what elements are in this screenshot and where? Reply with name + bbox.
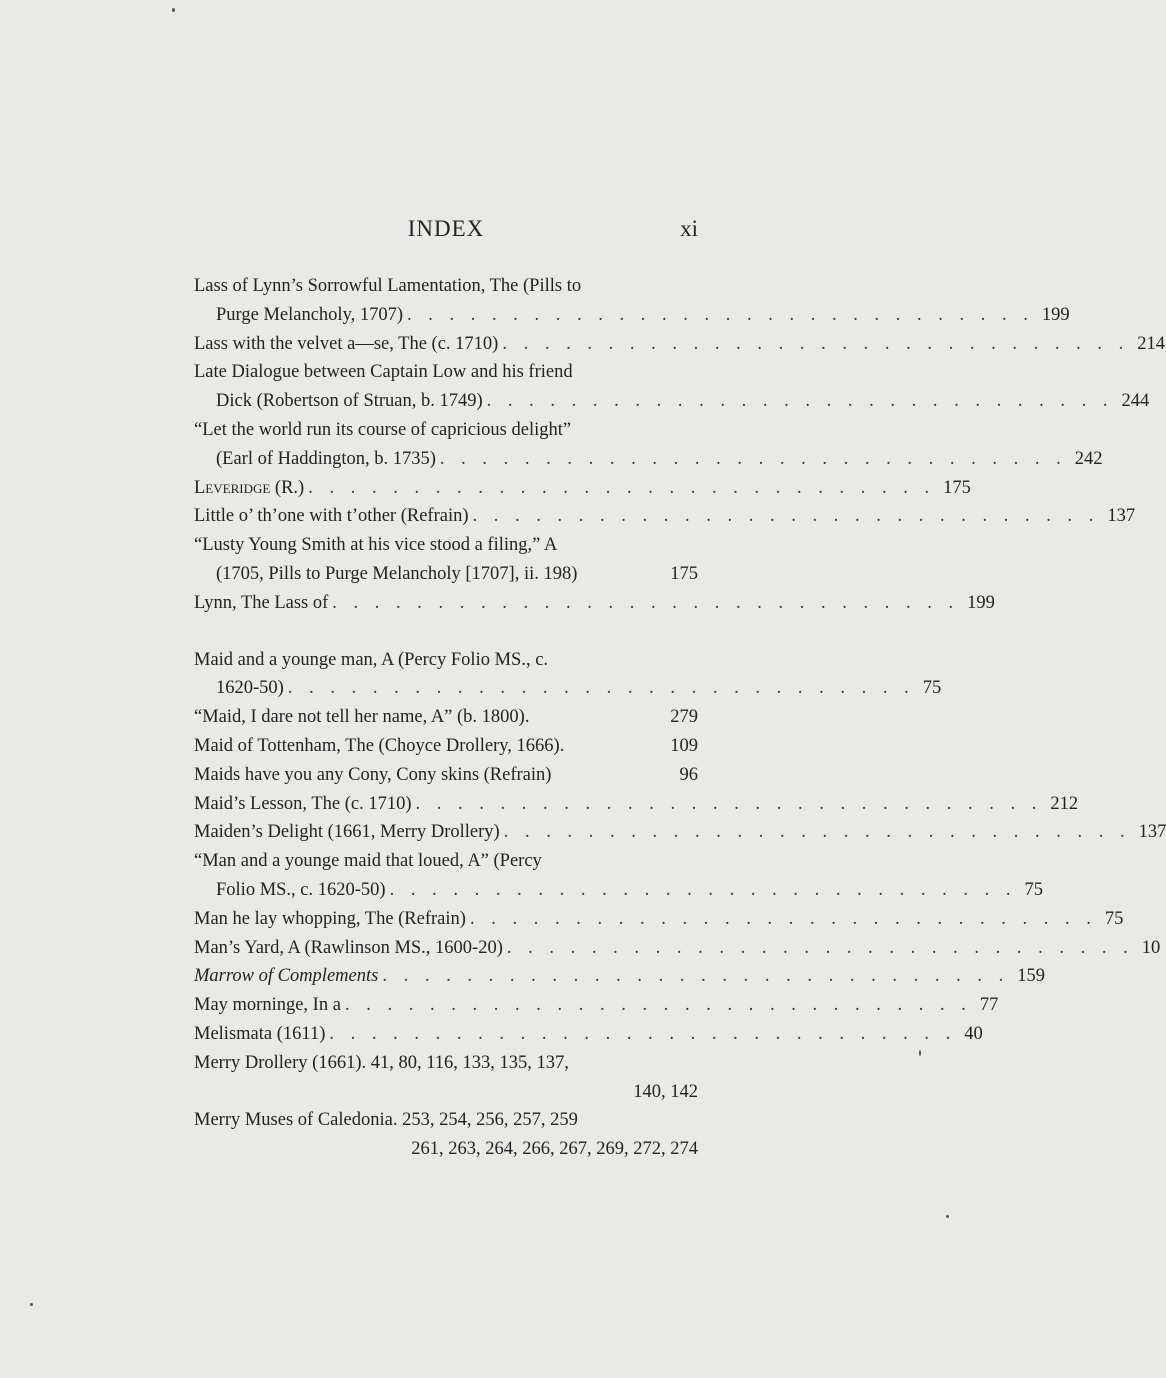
index-entry: (1705, Pills to Purge Melancholy [1707], ii. 198) 175 <box>194 560 698 589</box>
index-entry: 261, 263, 264, 266, 267, 269, 272, 274 <box>411 1139 698 1160</box>
index-entry: Maid of Tottenham, The (Choyce Drollery, 1666). 109 <box>194 732 698 761</box>
page-ref: 40 <box>964 1023 983 1044</box>
index-entry: “Lusty Young Smith at his vice stood a filing,” A <box>194 535 558 556</box>
page-ref: 96 <box>679 764 698 785</box>
index-entry: Late Dialogue between Captain Low and his friend <box>194 362 573 383</box>
page-ref: 10 <box>1141 937 1161 958</box>
index-entries <box>194 272 1166 1164</box>
page-ref: 75 <box>922 678 942 699</box>
index-entry: Little o’ th’one with t’other (Refrain) . . . . . . . . . . . . . . . . . . . . . . . . . . . . . . 137 <box>194 502 698 531</box>
running-head <box>194 216 698 248</box>
index-entry: “Man and a younge maid that loued, A” (Percy <box>194 851 542 872</box>
index-entry: Lass of Lynn’s Sorrowful Lamentation, The (Pills to <box>194 276 582 296</box>
index-entry: 140, 142 <box>633 1081 698 1102</box>
page-ref: 212 <box>1050 793 1079 814</box>
index-entry: Folio MS., c. 1620-50) . . . . . . . . . . . . . . . . . . . . . . . . . . . . . . 75 <box>194 876 698 905</box>
leader-dots: . . . . . . . . . . . . . . . . . . . . . . . . . . . . . . <box>486 391 1114 412</box>
index-entry: Man’s Yard, A (Rawlinson MS., 1600-20) . . . . . . . . . . . . . . . . . . . . . . . . . . . . . . 10 <box>194 934 698 963</box>
leader-dots: . . . . . . . . . . . . . . . . . . . . . . . . . . . . . . <box>469 908 1097 929</box>
leader-dots: . . . . . . . . . . . . . . . . . . . . . . . . . . . . . . <box>472 506 1100 527</box>
index-entry: Melismata (1611) . . . . . . . . . . . . . . . . . . . . . . . . . . . . . . 40 <box>194 1020 698 1049</box>
index-entry: Maid’s Lesson, The (c. 1710) . . . . . . . . . . . . . . . . . . . . . . . . . . . . . . 212 <box>194 790 698 819</box>
page-ref: 109 <box>670 735 698 756</box>
page-ref: 279 <box>670 707 698 728</box>
index-entry: Marrow of Complements . . . . . . . . . . . . . . . . . . . . . . . . . . . . . . 159 <box>194 962 698 991</box>
index-entry: Maids have you any Cony, Cony skins (Refrain) 96 <box>194 761 698 790</box>
page-ref: 77 <box>979 995 999 1016</box>
index-entry: Maiden’s Delight (1661, Merry Drollery) . . . . . . . . . . . . . . . . . . . . . . . . . . . . . . 137 <box>194 818 698 847</box>
page-ref: 137 <box>1138 822 1166 843</box>
page-ref: 199 <box>967 592 995 613</box>
index-entry: Leveridge (R.) . . . . . . . . . . . . . . . . . . . . . . . . . . . . . . 175 <box>194 474 698 503</box>
paper-speck <box>30 1303 33 1306</box>
index-entry: Lynn, The Lass of . . . . . . . . . . . . . . . . . . . . . . . . . . . . . . 199 <box>194 589 698 618</box>
page-title: INDEX <box>407 216 485 241</box>
leader-dots: . . . . . . . . . . . . . . . . . . . . . . . . . . . . . . <box>344 995 972 1016</box>
page-ref: 159 <box>1017 966 1045 987</box>
index-entry: “Let the world run its course of capricious delight” <box>194 419 572 440</box>
index-entry: Dick (Robertson of Struan, b. 1749) . . . . . . . . . . . . . . . . . . . . . . . . . . . . . . 244 <box>194 387 698 416</box>
leader-dots: . . . . . . . . . . . . . . . . . . . . . . . . . . . . . . <box>415 793 1043 814</box>
index-entry: Purge Melancholy, 1707) . . . . . . . . . . . . . . . . . . . . . . . . . . . . . . 199 <box>194 301 698 330</box>
page-ref: 75 <box>1024 879 1043 900</box>
page-number: xi <box>680 216 698 241</box>
leader-dots: . . . . . . . . . . . . . . . . . . . . . . . . . . . . . . <box>502 333 1130 354</box>
index-entry: Maid and a younge man, A (Percy Folio MS., c. <box>194 649 549 670</box>
page-ref: 242 <box>1074 448 1103 469</box>
leader-dots: . . . . . . . . . . . . . . . . . . . . . . . . . . . . . . <box>439 448 1067 469</box>
page-ref: 244 <box>1121 391 1150 412</box>
leader-dots: . . . . . . . . . . . . . . . . . . . . . . . . . . . . . . <box>332 592 960 613</box>
page-ref: 214 <box>1137 333 1165 354</box>
index-entry: “Maid, I dare not tell her name, A” (b. 1800). 279 <box>194 703 698 732</box>
paper-speck <box>946 1215 949 1218</box>
leader-dots: . . . . . . . . . . . . . . . . . . . . . . . . . . . . . . <box>329 1023 957 1044</box>
index-entry: (Earl of Haddington, b. 1735) . . . . . . . . . . . . . . . . . . . . . . . . . . . . . . 242 <box>194 445 698 474</box>
leader-dots: . . . . . . . . . . . . . . . . . . . . . . . . . . . . . . <box>407 304 1034 325</box>
leader-dots: . . . . . . . . . . . . . . . . . . . . . . . . . . . . . . <box>389 879 1017 900</box>
page-ref: 175 <box>670 563 698 584</box>
page-ref: 137 <box>1107 506 1136 527</box>
page-ref: 175 <box>943 477 971 498</box>
page-ref: 75 <box>1104 908 1124 929</box>
index-entry: 1620-50) . . . . . . . . . . . . . . . . . . . . . . . . . . . . . . 75 <box>194 674 698 703</box>
index-entry: Man he lay whopping, The (Refrain) . . . . . . . . . . . . . . . . . . . . . . . . . . . . . . 75 <box>194 905 698 934</box>
index-entry: Merry Muses of Caledonia. 253, 254, 256, 257, 259 <box>194 1110 578 1131</box>
paper-speck <box>172 8 175 12</box>
index-entry: Merry Drollery (1661). 41, 80, 116, 133, 135, 137, <box>194 1052 569 1073</box>
page-ref: 199 <box>1041 304 1070 325</box>
leader-dots: . . . . . . . . . . . . . . . . . . . . . . . . . . . . . . <box>506 937 1134 958</box>
leader-dots: . . . . . . . . . . . . . . . . . . . . . . . . . . . . . . <box>308 477 936 498</box>
index-entry: Lass with the velvet a—se, The (c. 1710) . . . . . . . . . . . . . . . . . . . . . . . . . . . . . . 214 <box>194 330 698 359</box>
leader-dots: . . . . . . . . . . . . . . . . . . . . . . . . . . . . . . <box>287 678 915 699</box>
paper-speck <box>919 1050 921 1056</box>
leader-dots: . . . . . . . . . . . . . . . . . . . . . . . . . . . . . . <box>503 822 1131 843</box>
index-entry: May morninge, In a . . . . . . . . . . . . . . . . . . . . . . . . . . . . . . 77 <box>194 991 698 1020</box>
leader-dots: . . . . . . . . . . . . . . . . . . . . . . . . . . . . . . <box>382 966 1010 987</box>
